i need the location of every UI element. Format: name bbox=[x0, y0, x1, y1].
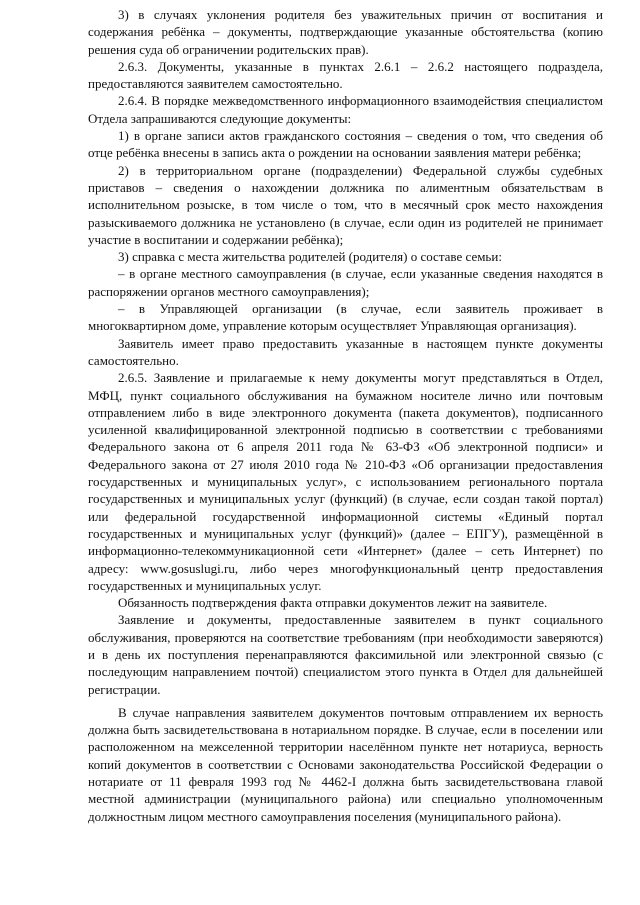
paragraph-2-6-4: 2.6.4. В порядке межведомственного информационного взаимодействия специалистом Отдела запрашиваются следующие документы: bbox=[88, 93, 603, 126]
paragraph-2-6-5: 2.6.5. Заявление и прилагаемые к нему документы могут представляться в Отдел, МФЦ, пункт социального обслуживания на бумажном носителе лично или почтовым отправлением либо в виде электронного документа (пакета документов), подписанного усиленной квалифицированной электронной подписью в соответствии с требованиями Федерального закона от 6 апреля 2011 года № 63-ФЗ «Об электронной подписи» и Федерального закона от 27 июля 2010 года № 210-ФЗ «Об организации предоставления государственных и муниципальных услуг», с использованием регионального портала государственных и муниципальных услуг (функций) (в случае, если создан такой портал) или федеральной государственной информационной системы «Единый портал государственных и муниципальных услуг (функций)» (далее – ЕПГУ), размещённой в информационно-телекоммуникационной сети «Интернет» (далее – сеть Интернет) по адресу: www.gosuslugi.ru, либо через многофункциональный центр предоставления государственных и муниципальных услуг. bbox=[88, 370, 603, 593]
list-item-3-residence-certificate: 3) справка с места жительства родителей (родителя) о составе семьи: bbox=[118, 249, 502, 265]
document-body bbox=[88, 6, 603, 825]
list-item-1-civil-registry: 1) в органе записи актов гражданского состояния – сведения о том, что сведения об отце ребёнка внесены в запись акта о рождении на основании заявления матери ребёнка; bbox=[88, 128, 603, 161]
paragraph-applicant-right: Заявитель имеет право предоставить указанные в настоящем пункте документы самостоятельно. bbox=[88, 335, 603, 368]
paragraph-social-service-point: Заявление и документы, предоставленные заявителем в пункт социального обслуживания, проверяются на соответствие требованиям (при необходимости заверяются) и в день их поступления перенаправляются факсимильной или электронной связью (с последующим направлением почтой) специалистом этого пункта в Отдел для дальнейшей регистрации. bbox=[88, 612, 603, 697]
sub-item-local-government: – в органе местного самоуправления (в случае, если указанные сведения находятся в распоряжении органов местного самоуправления); bbox=[88, 266, 603, 299]
paragraph-2-6-3: 2.6.3. Документы, указанные в пунктах 2.6.1 – 2.6.2 настоящего подраздела, предоставляются заявителем самостоятельно. bbox=[88, 58, 603, 92]
paragraph-postal-notarization: В случае направления заявителем документов почтовым отправлением их верность должна быть засвидетельствована в нотариальном порядке. В случае, если в поселении или расположенном на межселенной территории населённом пункте нет нотариуса, верность копий документов в соответствии с Основами законодательства Российской Федерации о нотариате от 11 февраля 1993 год № 4462-I должна быть засвидетельствована главой местной администрации (муниципального района) или специально уполномоченным должностным лицом местного самоуправления поселения (муниципального района). bbox=[88, 704, 603, 824]
paragraph-proof-of-sending: Обязанность подтверждения факта отправки документов лежит на заявителе. bbox=[118, 595, 548, 611]
sub-item-management-company: – в Управляющей организации (в случае, если заявитель проживает в многоквартирном доме, управление которым осуществляет Управляющая организация). bbox=[88, 301, 603, 334]
paragraph-3-evasion: 3) в случаях уклонения родителя без уважительных причин от воспитания и содержания ребёнка – документы, подтверждающие указанные обстоятельства (копию решения суда об ограничении родительских прав). bbox=[88, 7, 603, 57]
list-item-2-bailiffs: 2) в территориальном органе (подразделении) Федеральной службы судебных приставов – сведения о нахождении должника по алиментным обязательствам в исполнительном розыске, в том числе о том, что в месячный срок место нахождения разыскиваемого должника не установлено (в случае, если один из родителей не принимает участие в воспитании и содержании ребёнка); bbox=[88, 162, 603, 247]
